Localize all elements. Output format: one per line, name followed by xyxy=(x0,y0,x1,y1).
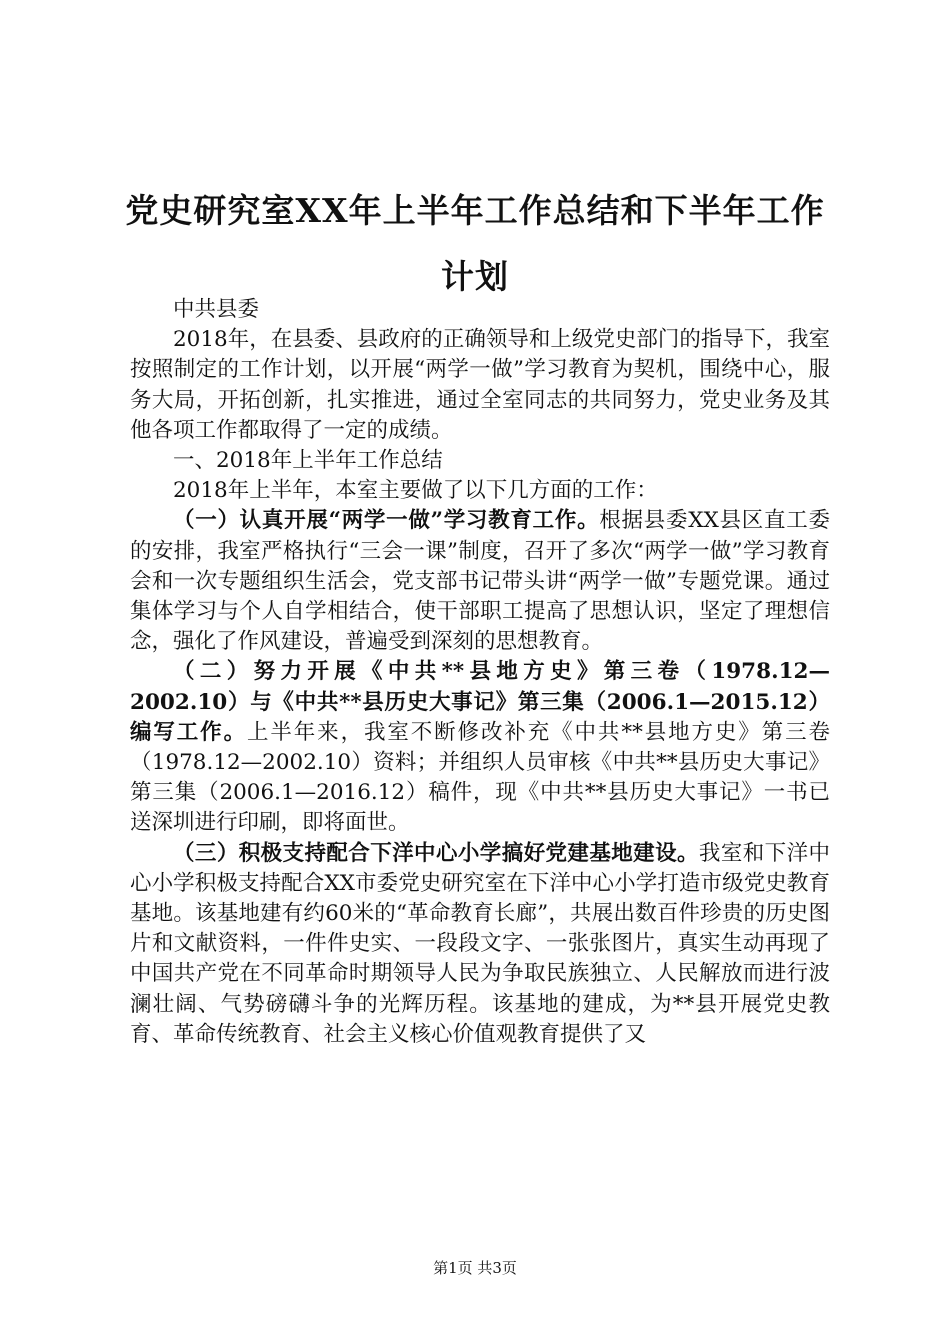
item-paragraph-3 xyxy=(130,839,830,1050)
item-lead-2: （二）努力开展《中共**县地方史》第三卷（1978.12—2002.10）与《中共**县历史大事记》第三集（2006.1—2015.12）编写工作。 xyxy=(130,659,830,745)
document-title: 党史研究室XX年上半年工作总结和下半年工作计划 xyxy=(125,191,825,296)
document-body xyxy=(130,295,830,1050)
author-line: 中共县委 xyxy=(173,297,260,322)
intro-paragraph: 2018年，在县委、县政府的正确领导和上级党史部门的指导下，我室按照制定的工作计划，以开展“两学一做”学习教育为契机，围绕中心，服务大局，开拓创新，扎实推进，通过全室同志的共同努力，党史业务及其他各项工作都取得了一定的成绩。 xyxy=(130,327,830,443)
item-text-3: 我室和下洋中心小学积极支持配合XX市委党史研究室在下洋中心小学打造市级党史教育基地。该基地建有约60米的“革命教育长廊”，共展出数百件珍贵的历史图片和文献资料，一件件史实、一段段文字、一张张图片，真实生动再现了中国共产党在不同革命时期领导人民为争取民族独立、人民解放而进行波澜壮阔、气势磅礴斗争的光辉历程。该基地的建成，为**县开展党史教育、革命传统教育、社会主义核心价值观教育提供了又 xyxy=(130,840,830,1047)
item-paragraph-1 xyxy=(130,506,830,657)
section-heading: 一、2018年上半年工作总结 xyxy=(173,448,443,474)
item-lead-1: （一）认真开展“两学一做”学习教育工作。 xyxy=(173,508,600,534)
item-text-1: 根据县委XX县区直工委的安排，我室严格执行“三会一课”制度，召开了多次“两学一做”学习教育会和一次专题组织生活会，党支部书记带头讲“两学一做”专题党课。通过集体学习与个人自学相结合，使干部职工提高了思想认识，坚定了理想信念，强化了作风建设，普遍受到深刻的思想教育。 xyxy=(130,508,830,655)
page-footer: 第1页 共3页 xyxy=(433,1259,517,1277)
item-paragraph-2 xyxy=(130,657,830,838)
item-lead-3: （三）积极支持配合下洋中心小学搞好党建基地建设。 xyxy=(173,840,699,866)
item-text-2: 上半年来，我室不断修改补充《中共**县地方史》第三卷（1978.12—2002.10）资料；并组织人员审核《中共**县历史大事记》第三集（2006.1—2016.12）稿件，现《中共**县历史大事记》一书已送深圳进行印刷，即将面世。 xyxy=(130,719,830,836)
section-intro: 2018年上半年，本室主要做了以下几方面的工作： xyxy=(173,478,658,504)
